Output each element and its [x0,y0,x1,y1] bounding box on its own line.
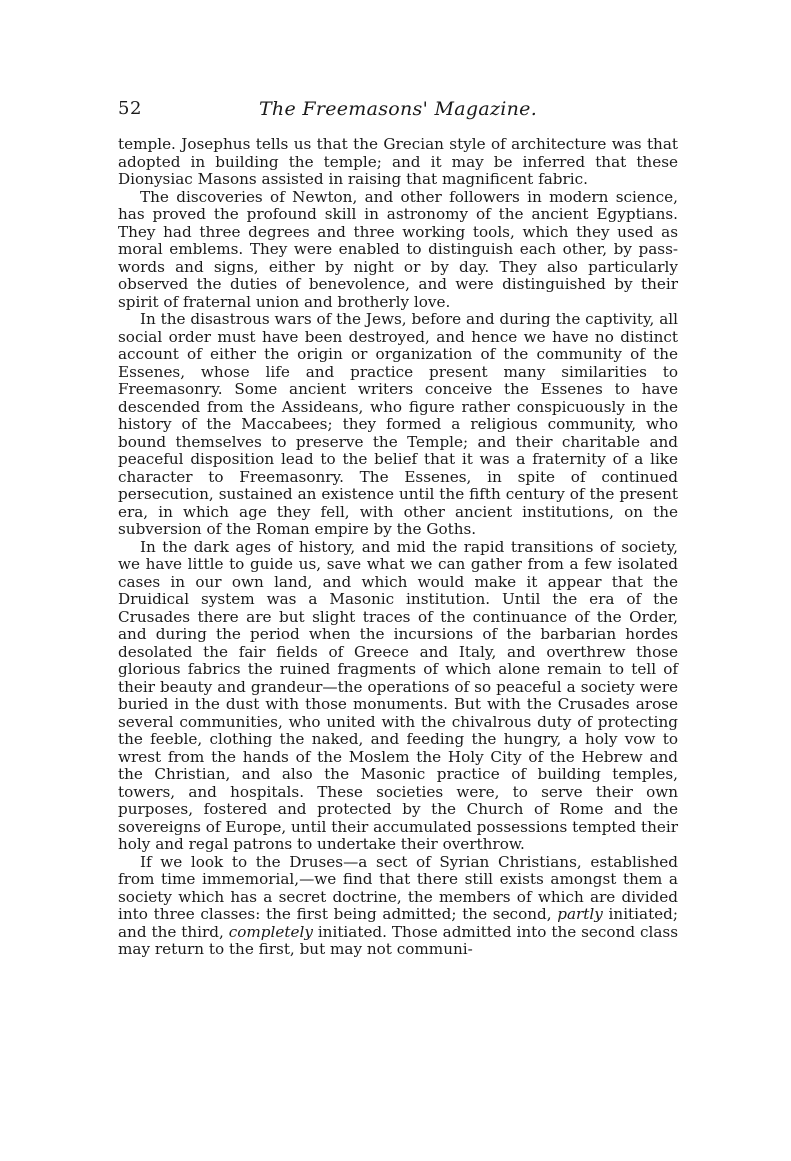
paragraph-text: In the dark ages of history, and mid the rapid transitions of society, we have little to guide us, save what we can gather from a few isolated cases in our own land, and which would make it appear that the Druidical system was a Masonic institution. Until the era of the Crusades there are but slight traces of the continuance of the Order, and during the period when the incursions of the barbarian hordes desolated the fair fields of Greece and Italy, and overthrew those glorious fabrics the ruined fragments of which alone remain to tell of their beauty and grandeur—the operations of so peaceful a society were buried in the dust with those monuments. But with the Crusades arose several communities, who united with the chivalrous duty of protecting the feeble, clothing the naked, and feeding the hungry, a holy vow to wrest from the hands of the Moslem the Holy City of the Hebrew and the Christian, and also the Masonic practice of building temples, towers, and hospitals. These societies were, to serve their own purposes, fostered and protected by the Church of Rome and the sovereigns of Europe, until their accumulated possessions tempted their holy and regal patrons to undertake their overthrow. [118,537,678,853]
article-body [118,136,678,959]
paragraph-text: initiated; and the third, [118,905,678,941]
paragraph-2 [118,189,678,312]
paragraph-5 [118,854,678,959]
magazine-page [118,96,678,1146]
paragraph-text: initiated. Those admitted into the second class may return to the first, but may not communi- [118,922,678,958]
page-header [118,96,678,126]
paragraph-3 [118,311,678,539]
running-title: The Freemasons' Magazine. [258,98,538,120]
paragraph-text: If we look to the Druses—a sect of Syrian Christians, established from time immemorial,—we find that there still exists amongst them a society which has a secret doctrine, the members of which are divided into three classes: the first being admitted; the second, [118,852,678,923]
emphasis-completely: completely [228,922,313,941]
paragraph-4 [118,539,678,854]
emphasis-partly: partly [557,905,603,923]
paragraph-1 [118,136,678,189]
paragraph-text: The discoveries of Newton, and other followers in modern science, has proved the profound skill in astronomy of the ancient Egyptians. They had three degrees and three working tools, which they used as moral emblems. They were enabled to distinguish each other, by pass-words and signs, either by night or by day. They also particularly observed the duties of benevolence, and were distinguished by their spirit of fraternal union and brotherly love. [118,187,678,311]
paragraph-text: In the disastrous wars of the Jews, before and during the captivity, all social order must have been destroyed, and hence we have no distinct account of either the origin or organization of the community of the Essenes, whose life and practice present many similarities to Freemasonry. Some ancient writers conceive the Essenes to have descended from the Assideans, who figure rather conspicuously in the history of the Maccabees; they formed a religious community, who bound themselves to preserve the Temple; and their charitable and peaceful disposition lead to the belief that it was a fraternity of a like character to Freemasonry. The Essenes, in spite of continued persecution, sustained an existence until the fifth century of the present era, in which age they fell, with other ancient institutions, on the subversion of the Roman empire by the Goths. [118,310,678,538]
page-number: 52 [118,98,142,119]
paragraph-text: temple. Josephus tells us that the Grecian style of architecture was that adopted in building the temple; and it may be inferred that these Dionysiac Masons assisted in raising that magnificent fabric. [118,135,678,188]
